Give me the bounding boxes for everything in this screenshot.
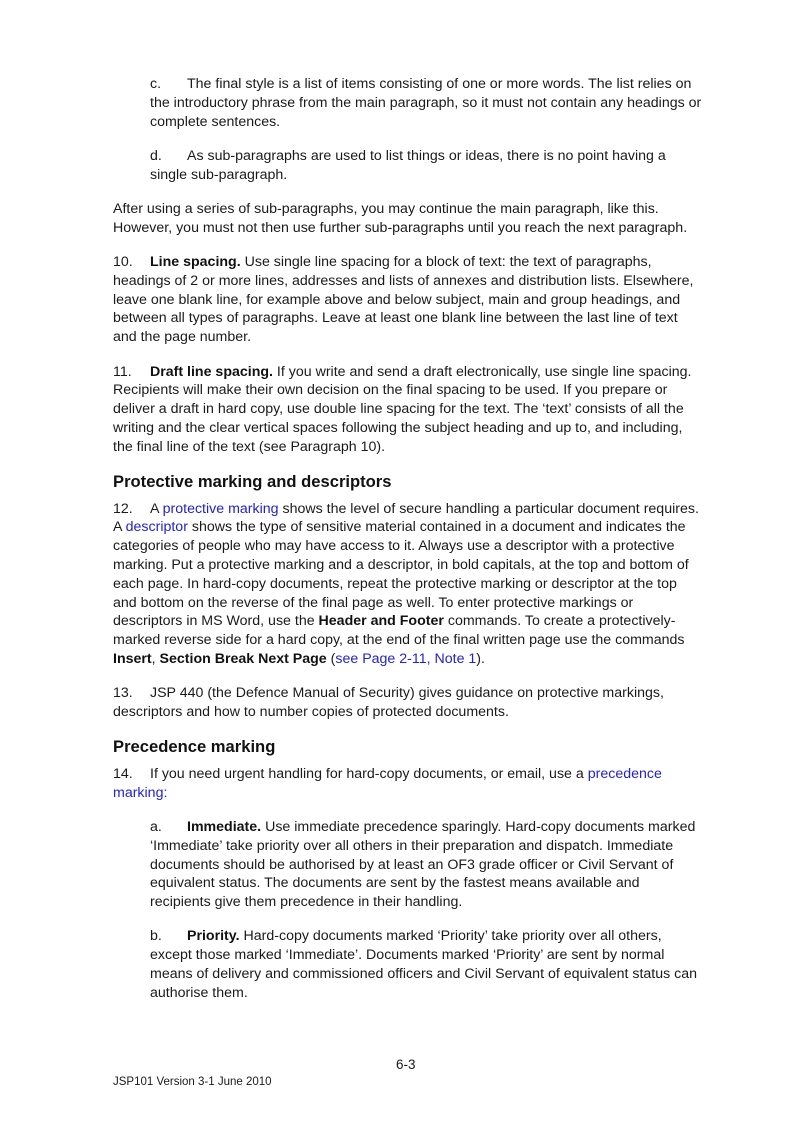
subparagraph-text: Use immediate precedence sparingly. Hard-copy documents marked ‘Immediate’ take priority over all others in their preparation and dispatch. Immediate documents should be authorised by at least an OF3 grade officer or Civil Servant of equivalent status. The documents are sent by the fastest means available and recipients give them precedence in their handling. <box>150 818 696 911</box>
subparagraph-text: The final style is a list of items consisting of one or more words. The list relies on the introductory phrase from the main paragraph, so it must not contain any headings or complete sentences. <box>150 76 702 130</box>
subparagraph-label: d. <box>150 147 162 164</box>
paragraph-13 <box>113 684 703 722</box>
text-run: A <box>150 500 163 517</box>
bold-command: Header and Footer <box>318 613 444 630</box>
subparagraph-d <box>150 147 703 185</box>
see-page-link[interactable]: see Page 2-11, Note 1 <box>335 650 477 667</box>
paragraph-10 <box>113 253 703 347</box>
text-run: shows the type of sensitive material contained in a document and indicates the categories of people who may have access to it. Always use a descriptor with a protective marking. Put a protective marking and a descriptor, in bold capitals, at the top and bottom of each page. In hard-copy documents, repeat the protective marking or descriptor at the top and bottom on the reverse of the final page as well. To enter protective markings or descriptors in MS Word, use the <box>113 519 689 630</box>
document-version: JSP101 Version 3-1 June 2010 <box>113 1076 272 1088</box>
paragraph-title: Line spacing. <box>150 254 241 271</box>
subparagraph-title: Priority. <box>187 928 240 945</box>
subparagraph-c <box>150 75 703 131</box>
continuation-paragraph: After using a series of sub-paragraphs, you may continue the main paragraph, like this. However, you must not then use further sub-paragraphs until you reach the next paragraph. <box>113 200 688 236</box>
paragraph-number: 10. <box>113 254 133 271</box>
paragraph-text: JSP 440 (the Defence Manual of Security) gives guidance on protective markings, descriptors and how to number copies of protected documents. <box>113 685 664 721</box>
subparagraph-b-priority <box>150 927 703 1002</box>
document-page <box>113 75 703 1003</box>
paragraph-number: 11. <box>113 363 132 380</box>
subparagraph-text: As sub-paragraphs are used to list things or ideas, there is no point having a single sub-paragraph. <box>150 147 666 183</box>
text-run: ). <box>476 650 485 667</box>
paragraph-number: 13. <box>113 685 133 702</box>
subparagraph-label: b. <box>150 928 162 945</box>
section-heading-precedence-marking: Precedence marking <box>113 736 276 756</box>
page-number: 6-3 <box>396 1057 416 1072</box>
protective-marking-link[interactable]: protective marking <box>162 500 279 517</box>
descriptor-link[interactable]: descriptor <box>125 519 188 536</box>
subparagraph-title: Immediate. <box>187 818 262 835</box>
text-run: shows the level of secure handling a particular document requires. A <box>113 500 699 536</box>
paragraph-number: 14. <box>113 765 133 782</box>
subparagraph-a-immediate <box>150 818 703 912</box>
paragraph-title: Draft line spacing. <box>150 363 273 380</box>
section-heading-protective-marking: Protective marking and descriptors <box>113 471 392 491</box>
bold-command: Insert <box>113 650 152 667</box>
precedence-marking-link[interactable]: precedence marking <box>113 765 662 801</box>
paragraph-14 <box>113 765 703 803</box>
subparagraph-text: Hard-copy documents marked ‘Priority’ take priority over all others, except those marked ‘Immediate’. Documents marked ‘Priority’ are sent by normal means of delivery and commissioned officers and Civil Servant of equivalent status can authorise them. <box>150 928 698 1001</box>
text-run: , <box>151 650 160 667</box>
paragraph-text: Use single line spacing for a block of text: the text of paragraphs, headings of 2 or more lines, addresses and lists of annexes and distribution lists. Elsewhere, leave one blank line, for example above and below subject, main and group headings, and between all types of paragraphs. Leave at least one blank line between the last line of text and the page number. <box>113 254 694 346</box>
text-run: : <box>163 784 168 801</box>
subparagraph-label: c. <box>150 76 162 92</box>
subparagraph-label: a. <box>150 818 162 835</box>
text-run: commands. To create a protectively-marked reverse side for a hard copy, at the end of the final written page use the commands <box>113 613 685 649</box>
bold-command: Section Break Next Page <box>159 650 327 667</box>
paragraph-12 <box>113 500 703 669</box>
text-run: If you need urgent handling for hard-copy documents, or email, use a <box>150 765 588 782</box>
paragraph-11 <box>113 363 703 457</box>
text-run: ( <box>326 650 336 667</box>
paragraph-text: If you write and send a draft electronically, use single line spacing. Recipients will make their own decision on the final spacing to be used. If you prepare or deliver a draft in hard copy, use double line spacing for the text. The ‘text’ consists of all the writing and the clear vertical spaces following the subject heading and up to, and including, the final line of the text (see Paragraph 10). <box>113 363 692 455</box>
paragraph-number: 12. <box>113 500 133 517</box>
